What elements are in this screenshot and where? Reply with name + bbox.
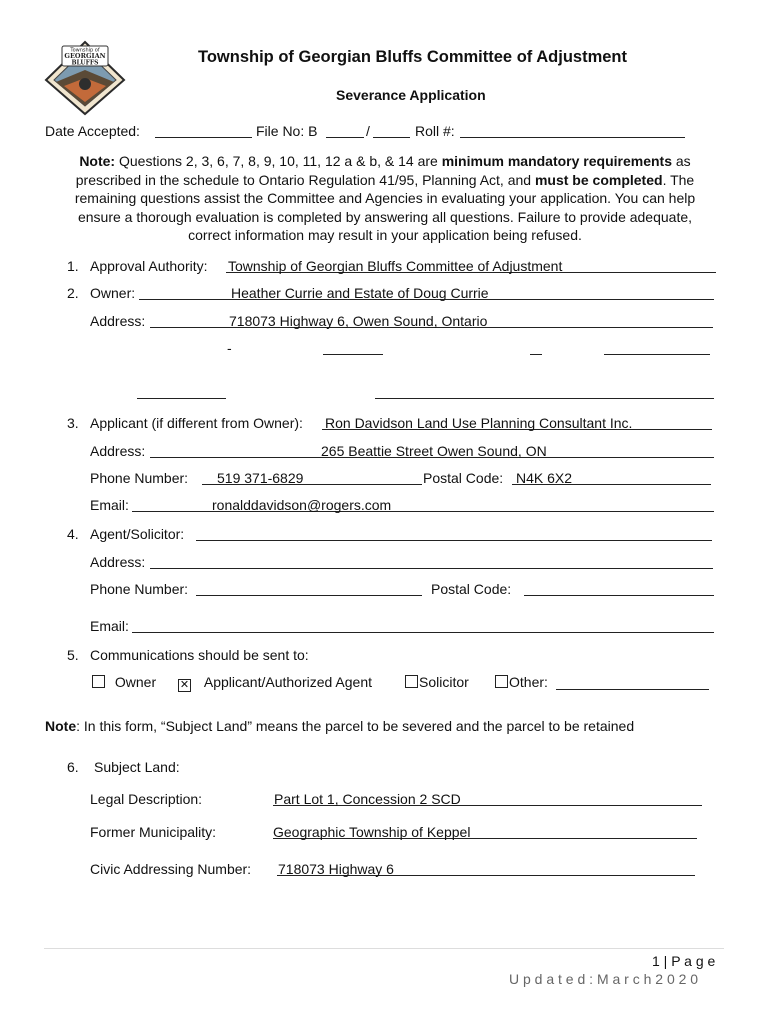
other-checkbox[interactable] bbox=[495, 675, 508, 688]
option-other[interactable] bbox=[495, 674, 548, 690]
agent-phone-label: Phone Number: bbox=[90, 581, 189, 597]
owner-checkbox[interactable] bbox=[92, 675, 105, 688]
owner-address-line-2a[interactable] bbox=[323, 338, 383, 355]
q3-number: 3. bbox=[67, 415, 79, 431]
q1-number: 1. bbox=[67, 258, 79, 274]
agent-field[interactable] bbox=[196, 524, 712, 541]
owner-address-dash: - bbox=[227, 340, 232, 356]
owner-address-line-2c[interactable] bbox=[604, 338, 710, 355]
file-no-label: File No: B bbox=[256, 123, 318, 139]
owner-address-value: 718073 Highway 6, Owen Sound, Ontario bbox=[229, 313, 488, 329]
applicant-value: Ron Davidson Land Use Planning Consultant Inc. bbox=[325, 415, 633, 431]
applicant-postal-label: Postal Code: bbox=[423, 470, 504, 486]
file-no-field-1[interactable] bbox=[326, 121, 364, 138]
roll-label: Roll #: bbox=[415, 123, 455, 139]
date-accepted-label: Date Accepted: bbox=[45, 123, 140, 139]
other-field[interactable] bbox=[556, 673, 709, 690]
page-number: 1 | P a g e bbox=[652, 953, 716, 969]
legal-description-label: Legal Description: bbox=[90, 791, 203, 807]
option-owner[interactable] bbox=[92, 674, 156, 690]
civic-address-label: Civic Addressing Number: bbox=[90, 861, 252, 877]
applicant-postal-value: N4K 6X2 bbox=[516, 470, 573, 486]
applicant-agent-option-label: Applicant/Authorized Agent bbox=[203, 674, 373, 690]
option-solicitor[interactable] bbox=[405, 674, 469, 690]
owner-value: Heather Currie and Estate of Doug Currie bbox=[231, 285, 489, 301]
file-no-field-2[interactable] bbox=[373, 121, 410, 138]
subject-land-label: Subject Land: bbox=[94, 759, 180, 775]
former-municipality-label: Former Municipality: bbox=[90, 824, 217, 840]
applicant-email-value: ronalddavidson@rogers.com bbox=[212, 497, 392, 513]
note-line-3: remaining questions assist the Committee and Agencies in evaluating your application. You can help bbox=[74, 190, 696, 206]
agent-postal-label: Postal Code: bbox=[431, 581, 512, 597]
date-accepted-field[interactable] bbox=[155, 121, 252, 138]
agent-address-label: Address: bbox=[90, 554, 146, 570]
owner-address-line-3a[interactable] bbox=[137, 382, 226, 399]
q4-number: 4. bbox=[67, 526, 79, 542]
applicant-agent-checkbox[interactable]: ✕ bbox=[179, 679, 190, 691]
owner-option-label: Owner bbox=[114, 674, 157, 690]
mandatory-note bbox=[40, 152, 730, 245]
note-line-5: correct information may result in your application being refused. bbox=[188, 227, 582, 243]
note-line-2: prescribed in the schedule to Ontario Regulation 41/95, Planning Act, and must be completed. The bbox=[75, 171, 695, 188]
other-option-label: Other: bbox=[509, 674, 548, 690]
q1-value: Township of Georgian Bluffs Committee of Adjustment bbox=[228, 258, 563, 274]
communications-label: Communications should be sent to: bbox=[90, 647, 309, 663]
logo-text-mid: GEORGIAN bbox=[64, 52, 106, 60]
footer-divider bbox=[44, 948, 724, 949]
file-no-separator: / bbox=[366, 123, 370, 139]
page-title: Township of Georgian Bluffs Committee of Adjustment bbox=[198, 48, 627, 66]
agent-postal-field[interactable] bbox=[524, 579, 714, 596]
logo-text-top: Township of bbox=[70, 47, 100, 54]
page-subtitle: Severance Application bbox=[336, 87, 486, 103]
applicant-label: Applicant (if different from Owner): bbox=[90, 415, 303, 431]
applicant-email-label: Email: bbox=[90, 497, 129, 513]
updated-date: U p d a t e d : M a r c h 2 0 2 0 bbox=[509, 971, 699, 987]
owner-address-label: Address: bbox=[90, 313, 146, 329]
civic-address-value: 718073 Highway 6 bbox=[278, 861, 394, 877]
q1-label: Approval Authority: bbox=[90, 258, 208, 274]
subject-note-bold: Note bbox=[45, 718, 77, 734]
logo-text-bottom: BLUFFS bbox=[71, 59, 99, 67]
q5-number: 5. bbox=[67, 647, 79, 663]
agent-email-label: Email: bbox=[90, 618, 129, 634]
agent-address-field[interactable] bbox=[150, 552, 713, 569]
agent-email-field[interactable] bbox=[132, 616, 714, 633]
township-logo bbox=[44, 40, 126, 116]
q2-number: 2. bbox=[67, 285, 79, 301]
note-line-1: Note: Questions 2, 3, 6, 7, 8, 9, 10, 11, 12 a & b, & 14 are minimum mandatory requirements as bbox=[79, 153, 691, 169]
q6-number: 6. bbox=[67, 759, 79, 775]
applicant-address-value: 265 Beattie Street Owen Sound, ON bbox=[321, 443, 547, 459]
note-line-4: ensure a thorough evaluation is completed by answering all questions. Failure to provide adequate, bbox=[77, 208, 693, 225]
agent-phone-field[interactable] bbox=[196, 579, 422, 596]
solicitor-option-label: Solicitor bbox=[419, 674, 469, 690]
applicant-phone-label: Phone Number: bbox=[90, 470, 189, 486]
former-municipality-value: Geographic Township of Keppel bbox=[273, 824, 471, 840]
legal-description-value: Part Lot 1, Concession 2 SCD bbox=[274, 791, 461, 807]
owner-address-line-2b[interactable] bbox=[530, 338, 542, 355]
subject-note-text: : In this form, “Subject Land” means the parcel to be severed and the parcel to be retained bbox=[76, 718, 635, 734]
owner-address-line-3b[interactable] bbox=[375, 382, 714, 399]
applicant-address-label: Address: bbox=[90, 443, 146, 459]
subject-land-note bbox=[45, 718, 634, 734]
roll-field[interactable] bbox=[460, 121, 685, 138]
applicant-phone-value: 519 371-6829 bbox=[217, 470, 304, 486]
option-applicant-agent[interactable] bbox=[178, 674, 372, 692]
solicitor-checkbox[interactable] bbox=[405, 675, 418, 688]
agent-label: Agent/Solicitor: bbox=[90, 526, 185, 542]
owner-label: Owner: bbox=[90, 285, 136, 301]
